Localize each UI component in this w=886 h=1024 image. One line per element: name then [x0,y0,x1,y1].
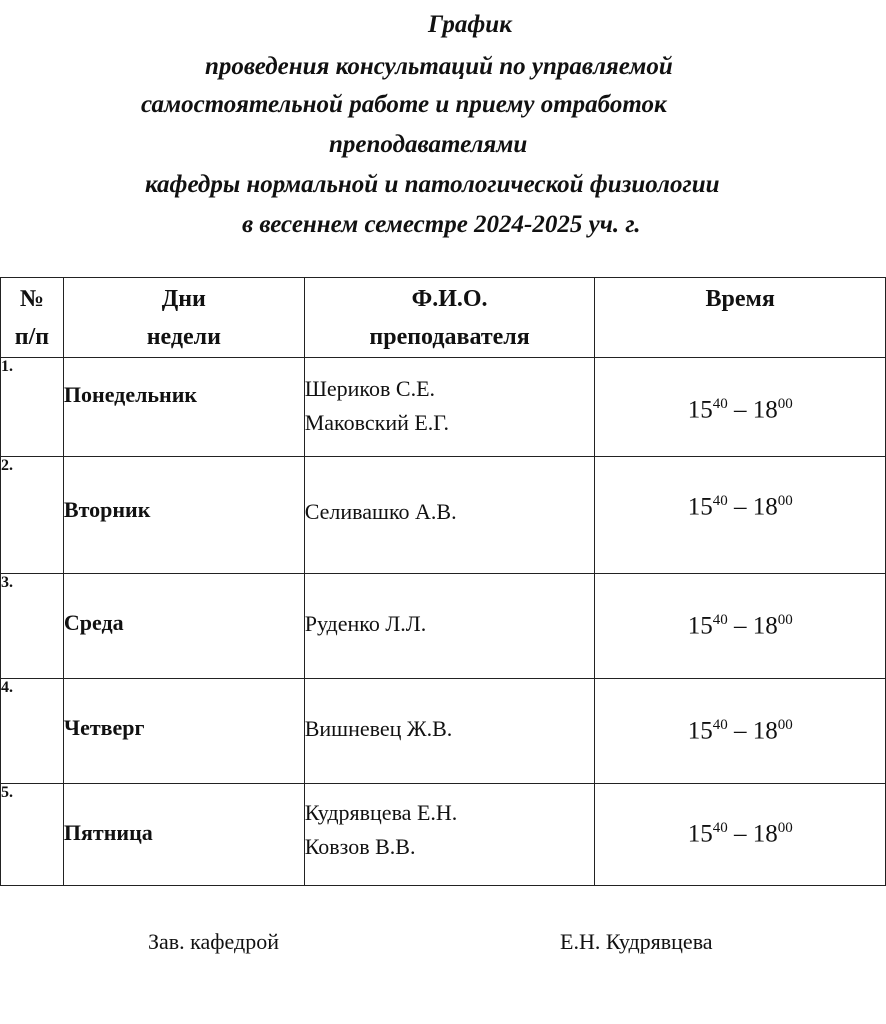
row-number: 5. [1,784,64,886]
end-minute: 00 [777,396,793,412]
teacher-name: Кудрявцева Е.Н. [304,800,458,825]
title-line: преподавателями [329,131,528,158]
time-separator: – [727,396,753,424]
title-line: График [428,11,512,38]
time-separator: – [727,493,753,521]
time-cell [595,574,886,679]
header-num-line: № [19,286,45,312]
time-separator: – [727,820,753,848]
footer-position: Зав. кафедрой [148,929,279,954]
time-cell [595,457,886,574]
day-of-week: Вторник [63,457,304,574]
time-separator: – [727,612,753,640]
end-minute: 00 [777,717,793,733]
end-minute: 00 [777,612,793,628]
end-hour: 18 [752,396,778,424]
end-hour: 18 [752,493,778,521]
time-separator: – [727,717,753,745]
start-hour: 15 [687,612,713,640]
start-minute: 40 [712,612,728,628]
row-number: 4. [1,679,64,784]
start-hour: 15 [687,493,713,521]
header-day [63,278,304,358]
teacher-cell [304,457,595,574]
row-number: 2. [1,457,64,574]
teacher-cell [304,358,595,457]
header-num [1,278,64,358]
start-minute: 40 [712,820,728,836]
table-row [1,358,886,457]
teacher-name: Руденко Л.Л. [304,611,427,636]
start-hour: 15 [687,717,713,745]
header-teacher-line: преподавателя [369,324,530,350]
teacher-cell [304,574,595,679]
teacher-name: Вишневец Ж.В. [304,716,453,741]
day-of-week: Пятница [63,784,304,886]
time-cell [595,358,886,457]
table-row [1,679,886,784]
day-of-week: Четверг [63,679,304,784]
teacher-name: Шериков С.Е. [304,376,436,401]
teacher-name: Ковзов В.В. [304,834,416,859]
end-minute: 00 [777,493,793,509]
table-row [1,784,886,886]
header-row [1,278,886,358]
time-cell [595,784,886,886]
row-number: 3. [1,574,64,679]
start-minute: 40 [712,493,728,509]
table-row [1,574,886,679]
start-hour: 15 [687,820,713,848]
day-of-week: Среда [63,574,304,679]
teacher-cell [304,784,595,886]
teacher-name: Селивашко А.В. [304,499,457,524]
schedule-table [0,277,886,886]
header-day-line: недели [146,324,221,350]
start-hour: 15 [687,396,713,424]
start-minute: 40 [712,396,728,412]
footer-signatory-name: Е.Н. Кудрявцева [560,929,713,954]
header-num-line: п/п [14,324,50,350]
row-number: 1. [1,358,64,457]
header-teacher [304,278,595,358]
header-day-line: Дни [161,286,206,312]
header-time [595,278,886,358]
end-minute: 00 [777,820,793,836]
title-line: в весеннем семестре 2024-2025 уч. г. [242,211,641,238]
end-hour: 18 [752,820,778,848]
time-cell [595,679,886,784]
teacher-cell [304,679,595,784]
title-line: самостоятельной работе и приему отработок [141,91,667,118]
day-of-week: Понедельник [63,358,304,457]
end-hour: 18 [752,612,778,640]
table-row [1,457,886,574]
title-line: кафедры нормальной и патологической физиологии [145,171,720,198]
teacher-name: Маковский Е.Г. [304,410,450,435]
title-line: проведения консультаций по управляемой [205,53,673,80]
end-hour: 18 [752,717,778,745]
start-minute: 40 [712,717,728,733]
header-time-line: Время [705,286,775,312]
header-teacher-line: Ф.И.О. [411,286,488,312]
